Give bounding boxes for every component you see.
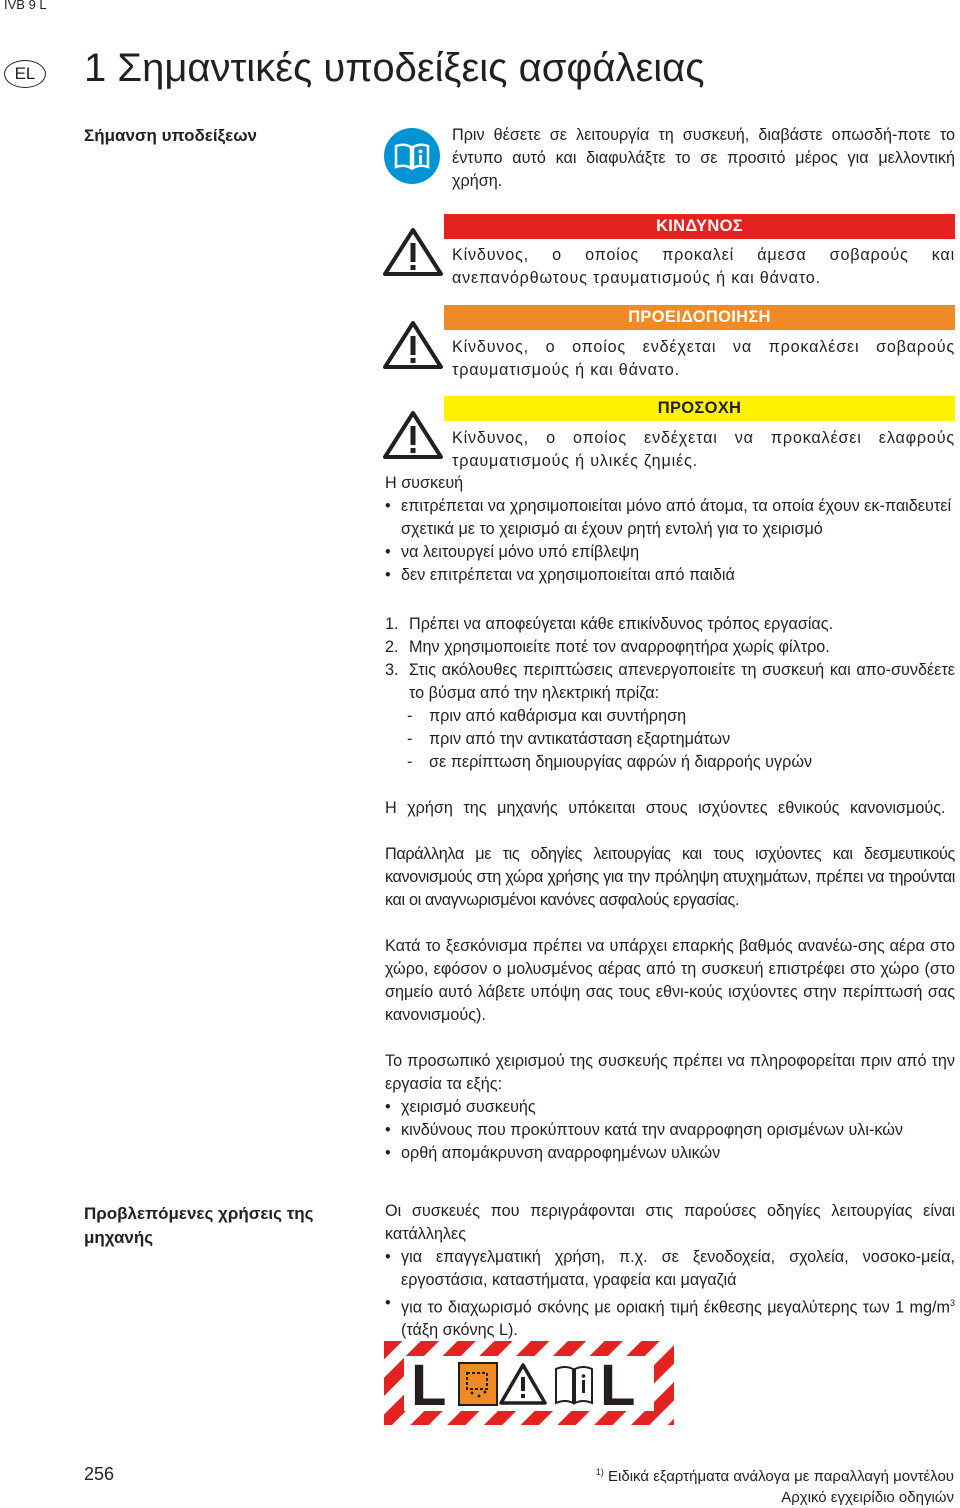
numbered-item <box>385 636 955 659</box>
staff-bullet: • κινδύνους που προκύπτουν κατά την αναρροφηση ορισμένων υλι-κών <box>385 1119 955 1142</box>
footnote <box>596 1462 954 1487</box>
item-text: Στις ακόλουθες περιπτώσεις απενεργοποιείτε τη συσκευή και απο-συνδέετε το βύσμα από την ηλεκτρική πρίζα: <box>409 661 955 702</box>
superscript: 3 <box>949 1298 955 1308</box>
intended-lead: Οι συσκευές που περιγράφονται στις παρούσες οδηγίες λειτουργίας είναι κατάλληλες <box>385 1202 955 1243</box>
read-manual-icon <box>384 128 440 184</box>
page-title: 1 Σημαντικές υποδείξεις ασφάλειας <box>84 46 705 90</box>
warning-triangle-icon <box>382 320 444 375</box>
staff-lead: Το προσωπικό χειρισμού της συσκευής πρέπει να πληροφορείται πριν από την εργασία τα εξής: <box>385 1052 955 1093</box>
language-badge: EL <box>4 60 46 88</box>
dash-item: - σε περίπτωση δημιουργίας αφρών ή διαρροής υγρών <box>385 751 955 774</box>
numbered-list <box>385 613 955 774</box>
section-label-intended-use: Προβλεπόμενες χρήσεις της μηχανής <box>84 1204 314 1247</box>
signal-warning-bar: ΠΡΟΕΙΔΟΠΟΙΗΣΗ <box>444 305 955 330</box>
staff-bullet: • χειρισμό συσκευής <box>385 1096 955 1119</box>
dusting-paragraph: Κατά το ξεσκόνισμα πρέπει να υπάρχει επαρκής βαθμός ανανέω-σης αέρα στο χώρο, εφόσον ο μολυσμένος αέρας από τη συσκευή επιστρέφει στο χώρο (στο σημείο αυτό λάβετε υπόψη σας τους εθνι-κούς ισχύοντες στην περίπτωσή σας κανονισμούς). <box>385 937 955 1024</box>
dash-item: - πριν από καθάρισμα και συντήρηση <box>385 705 955 728</box>
item-number: 1. <box>385 615 399 633</box>
dust-class-letter-right: L <box>600 1353 636 1418</box>
intended-bullet-text-end: (τάξη σκόνης L). <box>401 1321 518 1340</box>
staff-block <box>385 1050 955 1165</box>
model-tag: IVB 9 L <box>4 0 47 12</box>
signal-caution-text: Κίνδυνος, ο οποίος ενδέχεται να προκαλέσει ελαφρούς τραυματισμούς ή υλικές ζημιές. <box>452 429 955 470</box>
signal-danger-bar: ΚΙΝΔΥΝΟΣ <box>444 214 955 239</box>
document-name: Αρχικό εγχειρίδιο οδηγιών <box>781 1489 954 1506</box>
device-block <box>385 472 955 587</box>
signal-caution-bar: ΠΡΟΣΟΧΗ <box>444 396 955 421</box>
intended-bullet-text: για το διαχωρισμό σκόνης με οριακή τιμή έκθεσης μεγαλύτερης των 1 mg/m <box>401 1298 950 1317</box>
item-number: 2. <box>385 638 399 656</box>
caution-triangle-icon <box>382 410 444 465</box>
footnote-text: Ειδικά εξαρτήματα ανάλογα με παραλλαγή μοντέλου <box>608 1468 954 1485</box>
device-bullet: • επιτρέπεται να χρησιμοποιείται μόνο από άτομα, τα οποία έχουν εκ-παιδευτεί σχετικά με το χειρισμό αι έχουν ρητή εντολή για το χειρισμό <box>385 495 955 541</box>
numbered-item <box>385 659 955 705</box>
staff-bullet: • ορθή απομάκρυνση αναρροφημένων υλικών <box>385 1142 955 1165</box>
item-text: Πρέπει να αποφεύγεται κάθε επικίνδυνος τρόπος εργασίας. <box>409 615 834 633</box>
dust-class-letter-left: L <box>411 1353 447 1418</box>
footer-notes <box>596 1462 954 1508</box>
intro-text: Πριν θέσετε σε λειτουργία τη συσκευή, διαβάστε οπωσδή-ποτε το έντυπο αυτό και διαφυλάξτε το σε προσιτό μέρος για μελλοντική χρήση. <box>452 126 955 190</box>
signal-danger-text: Κίνδυνος, ο οποίος προκαλεί άμεσα σοβαρούς και ανεπανόρθωτους τραυματισμούς ή και θάνατο. <box>452 246 955 287</box>
intended-use-block <box>385 1200 955 1342</box>
danger-warning-icon <box>382 227 444 282</box>
device-bullet: • να λειτουργεί μόνο υπό επίβλεψη <box>385 541 955 564</box>
numbered-item <box>385 613 955 636</box>
dust-class-l-label <box>384 1341 674 1425</box>
parallel-paragraph: Παράλληλα με τις οδηγίες λειτουργίας και τους ισχύοντες και δεσμευτικούς κανονισμούς στη χώρα χρήσης για την πρόληψη ατυχημάτων, πρέπει να τηρούνται και οι αναγνωρισμένοι κανόνες ασφαλούς εργασίας. <box>385 845 955 909</box>
section-label-marking: Σήμανση υποδείξεων <box>84 126 258 145</box>
device-lead: Η συσκευή <box>385 474 464 492</box>
dash-item: - πριν από την αντικατάσταση εξαρτημάτων <box>385 728 955 751</box>
item-text: Μην χρησιμοποιείτε ποτέ τον αναρροφητήρα χωρίς φίλτρο. <box>409 638 830 656</box>
regulations-paragraph: Η χρήση της μηχανής υπόκειται στους ισχύοντες εθνικούς κανονισμούς. <box>385 799 946 817</box>
item-number: 3. <box>385 661 399 679</box>
signal-warning-text: Κίνδυνος, ο οποίος ενδέχεται να προκαλέσει σοβαρούς τραυματισμούς ή και θάνατο. <box>452 338 955 379</box>
page-number: 256 <box>84 1464 115 1484</box>
footnote-mark: 1) <box>595 1467 604 1477</box>
intended-bullet <box>385 1292 955 1342</box>
device-bullet: • δεν επιτρέπεται να χρησιμοποιείται από παιδιά <box>385 564 955 587</box>
intended-bullet: • για επαγγελματική χρήση, π.χ. σε ξενοδοχεία, σχολεία, νοσοκο-μεία, εργοστάσια, καταστήματα, γραφεία και μαγαζιά <box>385 1246 955 1292</box>
